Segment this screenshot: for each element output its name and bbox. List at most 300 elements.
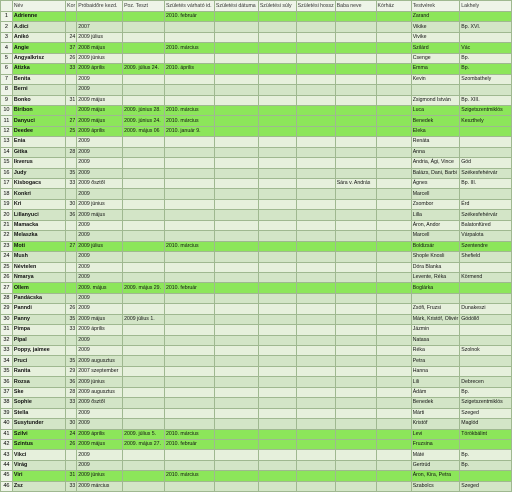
birth-date-cell[interactable] xyxy=(214,346,258,356)
row-number[interactable]: 26 xyxy=(1,272,13,282)
test-cell[interactable] xyxy=(123,168,165,178)
age-cell[interactable] xyxy=(66,22,77,32)
birth-date-cell[interactable] xyxy=(214,105,258,115)
baby-name-cell[interactable] xyxy=(335,137,376,147)
birth-date-cell[interactable] xyxy=(214,293,258,303)
column-header[interactable]: Kórház xyxy=(376,1,411,12)
start-cell[interactable]: 2007 szeptember xyxy=(77,366,123,376)
birth-length-cell[interactable] xyxy=(296,408,335,418)
birth-weight-cell[interactable] xyxy=(258,126,296,136)
residence-cell[interactable] xyxy=(460,12,512,22)
birth-date-cell[interactable] xyxy=(214,64,258,74)
due-date-cell[interactable] xyxy=(164,377,214,387)
birth-weight-cell[interactable] xyxy=(258,346,296,356)
siblings-cell[interactable]: Ágnes xyxy=(411,179,460,189)
residence-cell[interactable]: Bp. xyxy=(460,460,512,470)
siblings-cell[interactable]: Boldizsár xyxy=(411,241,460,251)
hospital-cell[interactable] xyxy=(376,85,411,95)
row-number[interactable]: 21 xyxy=(1,220,13,230)
start-cell[interactable]: 2009 xyxy=(77,335,123,345)
start-cell[interactable]: 2009 xyxy=(77,85,123,95)
residence-cell[interactable]: Vác xyxy=(460,43,512,53)
hospital-cell[interactable] xyxy=(376,450,411,460)
test-cell[interactable] xyxy=(123,419,165,429)
test-cell[interactable]: 2009. június 28. xyxy=(123,105,165,115)
birth-length-cell[interactable] xyxy=(296,32,335,42)
test-cell[interactable] xyxy=(123,231,165,241)
hospital-cell[interactable] xyxy=(376,262,411,272)
siblings-cell[interactable]: Csenge xyxy=(411,53,460,63)
due-date-cell[interactable] xyxy=(164,53,214,63)
residence-cell[interactable]: Várpalota xyxy=(460,231,512,241)
birth-length-cell[interactable] xyxy=(296,189,335,199)
birth-date-cell[interactable] xyxy=(214,450,258,460)
start-cell[interactable]: 2009 xyxy=(77,272,123,282)
birth-date-cell[interactable] xyxy=(214,116,258,126)
column-header[interactable]: Születési hossz xyxy=(296,1,335,12)
age-cell[interactable]: 33 xyxy=(66,64,77,74)
test-cell[interactable] xyxy=(123,220,165,230)
name-cell[interactable]: A.dici xyxy=(12,22,65,32)
siblings-cell[interactable]: Márk, Kristóf, Olivér xyxy=(411,314,460,324)
test-cell[interactable] xyxy=(123,74,165,84)
birth-length-cell[interactable] xyxy=(296,398,335,408)
birth-weight-cell[interactable] xyxy=(258,147,296,157)
test-cell[interactable] xyxy=(123,471,165,481)
birth-weight-cell[interactable] xyxy=(258,137,296,147)
birth-length-cell[interactable] xyxy=(296,346,335,356)
siblings-cell[interactable]: Hanna xyxy=(411,366,460,376)
residence-cell[interactable]: Debrecen xyxy=(460,377,512,387)
test-cell[interactable] xyxy=(123,22,165,32)
age-cell[interactable] xyxy=(66,272,77,282)
age-cell[interactable]: 30 xyxy=(66,199,77,209)
birth-length-cell[interactable] xyxy=(296,85,335,95)
age-cell[interactable]: 28 xyxy=(66,387,77,397)
birth-date-cell[interactable] xyxy=(214,199,258,209)
column-header[interactable]: Poz. Teszt xyxy=(123,1,165,12)
age-cell[interactable] xyxy=(66,137,77,147)
row-number[interactable]: 43 xyxy=(1,450,13,460)
hospital-cell[interactable] xyxy=(376,304,411,314)
age-cell[interactable] xyxy=(66,262,77,272)
age-cell[interactable]: 31 xyxy=(66,471,77,481)
baby-name-cell[interactable] xyxy=(335,252,376,262)
birth-length-cell[interactable] xyxy=(296,366,335,376)
column-header[interactable]: Születési dátuma xyxy=(214,1,258,12)
row-number[interactable]: 9 xyxy=(1,95,13,105)
name-cell[interactable]: Ollem xyxy=(12,283,65,293)
birth-length-cell[interactable] xyxy=(296,158,335,168)
test-cell[interactable] xyxy=(123,137,165,147)
age-cell[interactable] xyxy=(66,12,77,22)
due-date-cell[interactable] xyxy=(164,168,214,178)
age-cell[interactable]: 36 xyxy=(66,377,77,387)
age-cell[interactable]: 26 xyxy=(66,53,77,63)
baby-name-cell[interactable] xyxy=(335,116,376,126)
age-cell[interactable]: 26 xyxy=(66,304,77,314)
age-cell[interactable] xyxy=(66,450,77,460)
birth-weight-cell[interactable] xyxy=(258,272,296,282)
birth-date-cell[interactable] xyxy=(214,272,258,282)
siblings-cell[interactable]: Anna xyxy=(411,147,460,157)
name-cell[interactable]: Poppy, jaimee xyxy=(12,346,65,356)
baby-name-cell[interactable] xyxy=(335,199,376,209)
hospital-cell[interactable] xyxy=(376,419,411,429)
due-date-cell[interactable] xyxy=(164,450,214,460)
row-number[interactable]: 30 xyxy=(1,314,13,324)
test-cell[interactable] xyxy=(123,53,165,63)
birth-weight-cell[interactable] xyxy=(258,252,296,262)
birth-date-cell[interactable] xyxy=(214,335,258,345)
column-header[interactable]: Baba neve xyxy=(335,1,376,12)
start-cell[interactable]: 2007 xyxy=(77,22,123,32)
name-cell[interactable]: Vikci xyxy=(12,450,65,460)
birth-weight-cell[interactable] xyxy=(258,12,296,22)
age-cell[interactable]: 27 xyxy=(66,241,77,251)
name-cell[interactable]: Judy xyxy=(12,168,65,178)
name-cell[interactable]: Melaszka xyxy=(12,231,65,241)
hospital-cell[interactable] xyxy=(376,387,411,397)
residence-cell[interactable] xyxy=(460,366,512,376)
row-number[interactable]: 17 xyxy=(1,179,13,189)
siblings-cell[interactable]: Szilárd xyxy=(411,43,460,53)
age-cell[interactable]: 29 xyxy=(66,366,77,376)
due-date-cell[interactable] xyxy=(164,366,214,376)
test-cell[interactable] xyxy=(123,356,165,366)
birth-date-cell[interactable] xyxy=(214,168,258,178)
start-cell[interactable]: 2009 augusztus xyxy=(77,356,123,366)
birth-date-cell[interactable] xyxy=(214,241,258,251)
residence-cell[interactable]: Körmend xyxy=(460,272,512,282)
due-date-cell[interactable]: 2010. április xyxy=(164,64,214,74)
test-cell[interactable] xyxy=(123,147,165,157)
test-cell[interactable] xyxy=(123,32,165,42)
name-cell[interactable]: Sophie xyxy=(12,398,65,408)
column-header[interactable]: Próbaidőre kezd. xyxy=(77,1,123,12)
birth-length-cell[interactable] xyxy=(296,64,335,74)
due-date-cell[interactable] xyxy=(164,252,214,262)
row-number[interactable]: 12 xyxy=(1,126,13,136)
siblings-cell[interactable]: Réka xyxy=(411,346,460,356)
age-cell[interactable]: 33 xyxy=(66,179,77,189)
birth-length-cell[interactable] xyxy=(296,377,335,387)
start-cell[interactable]: 2009 április xyxy=(77,126,123,136)
baby-name-cell[interactable] xyxy=(335,335,376,345)
siblings-cell[interactable]: Vikike xyxy=(411,22,460,32)
baby-name-cell[interactable] xyxy=(335,126,376,136)
hospital-cell[interactable] xyxy=(376,408,411,418)
residence-cell[interactable]: Székesfehérvár xyxy=(460,168,512,178)
birth-length-cell[interactable] xyxy=(296,304,335,314)
residence-cell[interactable] xyxy=(460,189,512,199)
siblings-cell[interactable]: Ádám xyxy=(411,387,460,397)
due-date-cell[interactable]: 2010. február xyxy=(164,12,214,22)
birth-length-cell[interactable] xyxy=(296,429,335,439)
due-date-cell[interactable] xyxy=(164,85,214,95)
age-cell[interactable]: 25 xyxy=(66,126,77,136)
siblings-cell[interactable]: Dóra Blanka xyxy=(411,262,460,272)
test-cell[interactable] xyxy=(123,12,165,22)
birth-length-cell[interactable] xyxy=(296,471,335,481)
birth-weight-cell[interactable] xyxy=(258,116,296,126)
birth-length-cell[interactable] xyxy=(296,314,335,324)
name-cell[interactable]: Szilvi xyxy=(12,429,65,439)
birth-date-cell[interactable] xyxy=(214,262,258,272)
siblings-cell[interactable]: Eleka xyxy=(411,126,460,136)
baby-name-cell[interactable] xyxy=(335,304,376,314)
birth-date-cell[interactable] xyxy=(214,231,258,241)
birth-weight-cell[interactable] xyxy=(258,471,296,481)
residence-cell[interactable]: Székesfehérvár xyxy=(460,210,512,220)
birth-weight-cell[interactable] xyxy=(258,22,296,32)
residence-cell[interactable]: Balatonfüred xyxy=(460,220,512,230)
birth-date-cell[interactable] xyxy=(214,314,258,324)
baby-name-cell[interactable] xyxy=(335,429,376,439)
row-number[interactable]: 23 xyxy=(1,241,13,251)
residence-cell[interactable]: Shefield xyxy=(460,252,512,262)
age-cell[interactable] xyxy=(66,158,77,168)
column-header[interactable]: Kor xyxy=(66,1,77,12)
siblings-cell[interactable]: Gertrúd xyxy=(411,460,460,470)
test-cell[interactable] xyxy=(123,252,165,262)
start-cell[interactable]: 2009 ősztől xyxy=(77,398,123,408)
row-number[interactable]: 5 xyxy=(1,53,13,63)
hospital-cell[interactable] xyxy=(376,283,411,293)
due-date-cell[interactable] xyxy=(164,199,214,209)
siblings-cell[interactable]: Andria, Ági, Vince xyxy=(411,158,460,168)
start-cell[interactable]: 2009 xyxy=(77,158,123,168)
row-number[interactable]: 16 xyxy=(1,168,13,178)
siblings-cell[interactable]: Fruzsina xyxy=(411,439,460,449)
row-number[interactable]: 20 xyxy=(1,210,13,220)
baby-name-cell[interactable] xyxy=(335,450,376,460)
test-cell[interactable] xyxy=(123,366,165,376)
birth-date-cell[interactable] xyxy=(214,189,258,199)
name-cell[interactable]: Danyuci xyxy=(12,116,65,126)
start-cell[interactable]: 2009 xyxy=(77,74,123,84)
hospital-cell[interactable] xyxy=(376,293,411,303)
row-number[interactable]: 36 xyxy=(1,377,13,387)
name-cell[interactable]: Névtelen xyxy=(12,262,65,272)
baby-name-cell[interactable] xyxy=(335,325,376,335)
birth-date-cell[interactable] xyxy=(214,387,258,397)
birth-weight-cell[interactable] xyxy=(258,189,296,199)
due-date-cell[interactable] xyxy=(164,137,214,147)
start-cell[interactable]: 2009 xyxy=(77,147,123,157)
birth-date-cell[interactable] xyxy=(214,95,258,105)
birth-date-cell[interactable] xyxy=(214,366,258,376)
due-date-cell[interactable]: 2010. január 9. xyxy=(164,126,214,136)
baby-name-cell[interactable] xyxy=(335,32,376,42)
start-cell[interactable]: 2009 ősztől xyxy=(77,179,123,189)
start-cell[interactable]: 2008 május xyxy=(77,43,123,53)
name-cell[interactable]: Benita xyxy=(12,74,65,84)
residence-cell[interactable] xyxy=(460,439,512,449)
test-cell[interactable] xyxy=(123,377,165,387)
age-cell[interactable] xyxy=(66,408,77,418)
residence-cell[interactable]: Érd xyxy=(460,199,512,209)
due-date-cell[interactable] xyxy=(164,387,214,397)
hospital-cell[interactable] xyxy=(376,179,411,189)
age-cell[interactable]: 37 xyxy=(66,43,77,53)
birth-weight-cell[interactable] xyxy=(258,366,296,376)
due-date-cell[interactable] xyxy=(164,325,214,335)
due-date-cell[interactable] xyxy=(164,408,214,418)
siblings-cell[interactable]: Luca xyxy=(411,105,460,115)
birth-date-cell[interactable] xyxy=(214,32,258,42)
birth-date-cell[interactable] xyxy=(214,429,258,439)
siblings-cell[interactable]: Szabolcs xyxy=(411,481,460,491)
due-date-cell[interactable] xyxy=(164,293,214,303)
row-number[interactable]: 7 xyxy=(1,74,13,84)
birth-weight-cell[interactable] xyxy=(258,450,296,460)
column-header[interactable]: Testvérek xyxy=(411,1,460,12)
baby-name-cell[interactable] xyxy=(335,220,376,230)
residence-cell[interactable]: Szentendre xyxy=(460,241,512,251)
name-cell[interactable]: Szintus xyxy=(12,439,65,449)
test-cell[interactable] xyxy=(123,304,165,314)
start-cell[interactable]: 2009 március xyxy=(77,481,123,491)
age-cell[interactable] xyxy=(66,252,77,262)
siblings-cell[interactable]: Marcell xyxy=(411,189,460,199)
name-cell[interactable]: Virág xyxy=(12,460,65,470)
start-cell[interactable]: 2009 május xyxy=(77,314,123,324)
birth-length-cell[interactable] xyxy=(296,387,335,397)
residence-cell[interactable] xyxy=(460,137,512,147)
row-number[interactable]: 1 xyxy=(1,12,13,22)
siblings-cell[interactable]: Áron, Andor xyxy=(411,220,460,230)
row-number[interactable]: 3 xyxy=(1,32,13,42)
birth-date-cell[interactable] xyxy=(214,53,258,63)
hospital-cell[interactable] xyxy=(376,231,411,241)
siblings-cell[interactable]: Máté xyxy=(411,450,460,460)
siblings-cell[interactable]: Kristóf xyxy=(411,419,460,429)
start-cell[interactable]: 2009 június xyxy=(77,199,123,209)
hospital-cell[interactable] xyxy=(376,210,411,220)
baby-name-cell[interactable]: Sára v. András xyxy=(335,179,376,189)
start-cell[interactable]: 2009 xyxy=(77,304,123,314)
test-cell[interactable] xyxy=(123,85,165,95)
hospital-cell[interactable] xyxy=(376,32,411,42)
birth-date-cell[interactable] xyxy=(214,179,258,189)
birth-date-cell[interactable] xyxy=(214,22,258,32)
residence-cell[interactable]: Bp. xyxy=(460,64,512,74)
name-cell[interactable]: Kri xyxy=(12,199,65,209)
start-cell[interactable]: 2009 július xyxy=(77,241,123,251)
age-cell[interactable] xyxy=(66,335,77,345)
test-cell[interactable] xyxy=(123,95,165,105)
test-cell[interactable]: 2009. július 24. xyxy=(123,64,165,74)
due-date-cell[interactable] xyxy=(164,460,214,470)
residence-cell[interactable]: Maglód xyxy=(460,419,512,429)
residence-cell[interactable]: Bp. XVI. xyxy=(460,22,512,32)
start-cell[interactable]: 2009 augusztus xyxy=(77,387,123,397)
row-number[interactable]: 25 xyxy=(1,262,13,272)
birth-length-cell[interactable] xyxy=(296,53,335,63)
birth-length-cell[interactable] xyxy=(296,116,335,126)
name-cell[interactable]: Rozsa xyxy=(12,377,65,387)
start-cell[interactable]: 2009 április xyxy=(77,64,123,74)
name-cell[interactable]: Lillanyuci xyxy=(12,210,65,220)
residence-cell[interactable] xyxy=(460,85,512,95)
due-date-cell[interactable]: 2010. március xyxy=(164,471,214,481)
age-cell[interactable]: 24 xyxy=(66,32,77,42)
start-cell[interactable]: 2009 május xyxy=(77,116,123,126)
test-cell[interactable]: 2009. május 29. xyxy=(123,283,165,293)
test-cell[interactable] xyxy=(123,398,165,408)
name-cell[interactable]: Ikverus xyxy=(12,158,65,168)
residence-cell[interactable]: Szeged xyxy=(460,408,512,418)
birth-weight-cell[interactable] xyxy=(258,325,296,335)
siblings-cell[interactable]: Levente, Réka xyxy=(411,272,460,282)
age-cell[interactable] xyxy=(66,293,77,303)
hospital-cell[interactable] xyxy=(376,158,411,168)
residence-cell[interactable]: Bp. III. xyxy=(460,179,512,189)
birth-weight-cell[interactable] xyxy=(258,158,296,168)
start-cell[interactable]: 2009 xyxy=(77,460,123,470)
age-cell[interactable] xyxy=(66,85,77,95)
test-cell[interactable] xyxy=(123,179,165,189)
row-number[interactable]: 40 xyxy=(1,419,13,429)
hospital-cell[interactable] xyxy=(376,22,411,32)
row-number[interactable]: 31 xyxy=(1,325,13,335)
birth-length-cell[interactable] xyxy=(296,105,335,115)
row-number[interactable]: 37 xyxy=(1,387,13,397)
hospital-cell[interactable] xyxy=(376,241,411,251)
birth-date-cell[interactable] xyxy=(214,252,258,262)
siblings-cell[interactable]: Lilla xyxy=(411,210,460,220)
due-date-cell[interactable]: 2010. február xyxy=(164,439,214,449)
start-cell[interactable]: 2009 április xyxy=(77,429,123,439)
hospital-cell[interactable] xyxy=(376,137,411,147)
baby-name-cell[interactable] xyxy=(335,346,376,356)
birth-weight-cell[interactable] xyxy=(258,460,296,470)
birth-date-cell[interactable] xyxy=(214,220,258,230)
due-date-cell[interactable] xyxy=(164,220,214,230)
birth-weight-cell[interactable] xyxy=(258,105,296,115)
baby-name-cell[interactable] xyxy=(335,460,376,470)
hospital-cell[interactable] xyxy=(376,335,411,345)
due-date-cell[interactable]: 2010. március xyxy=(164,241,214,251)
baby-name-cell[interactable] xyxy=(335,241,376,251)
name-cell[interactable]: Pipal xyxy=(12,335,65,345)
age-cell[interactable]: 33 xyxy=(66,398,77,408)
name-cell[interactable]: Bonko xyxy=(12,95,65,105)
test-cell[interactable] xyxy=(123,210,165,220)
siblings-cell[interactable]: Jázmin xyxy=(411,325,460,335)
baby-name-cell[interactable] xyxy=(335,12,376,22)
hospital-cell[interactable] xyxy=(376,272,411,282)
birth-date-cell[interactable] xyxy=(214,85,258,95)
test-cell[interactable] xyxy=(123,189,165,199)
hospital-cell[interactable] xyxy=(376,43,411,53)
row-number[interactable]: 33 xyxy=(1,346,13,356)
start-cell[interactable]: 2009 xyxy=(77,419,123,429)
start-cell[interactable] xyxy=(77,12,123,22)
name-cell[interactable]: Ranita xyxy=(12,366,65,376)
row-number[interactable]: 10 xyxy=(1,105,13,115)
residence-cell[interactable]: Bp. xyxy=(460,53,512,63)
birth-date-cell[interactable] xyxy=(214,460,258,470)
baby-name-cell[interactable] xyxy=(335,293,376,303)
baby-name-cell[interactable] xyxy=(335,158,376,168)
birth-weight-cell[interactable] xyxy=(258,439,296,449)
row-number[interactable]: 19 xyxy=(1,199,13,209)
birth-weight-cell[interactable] xyxy=(258,220,296,230)
birth-date-cell[interactable] xyxy=(214,283,258,293)
baby-name-cell[interactable] xyxy=(335,22,376,32)
